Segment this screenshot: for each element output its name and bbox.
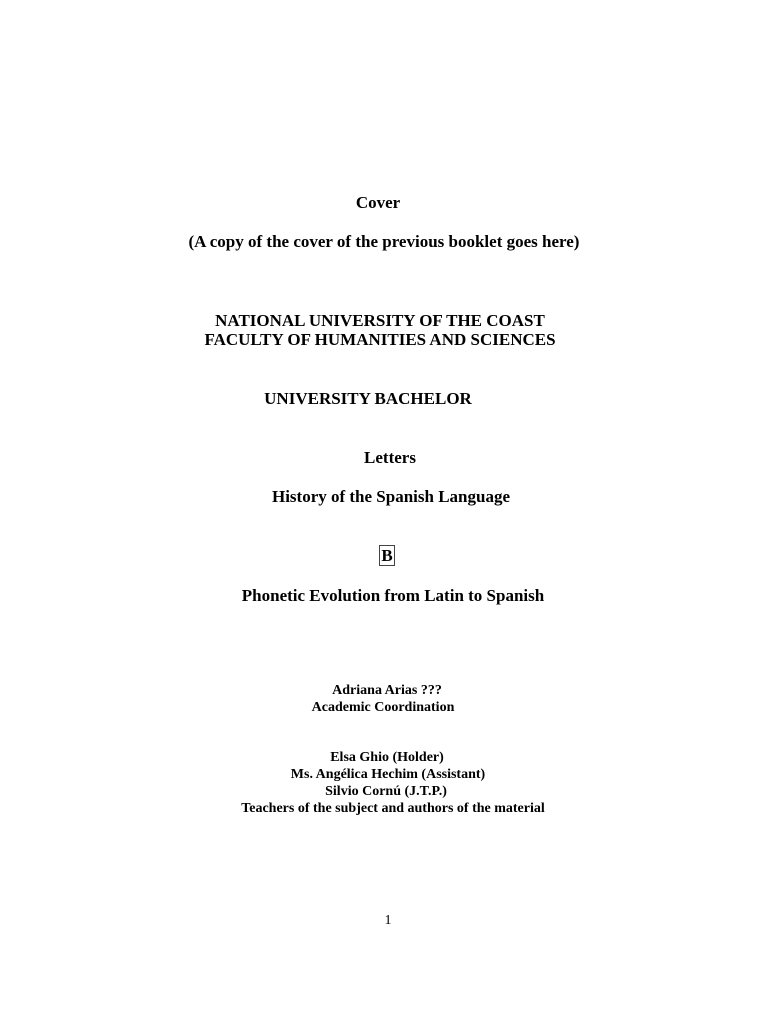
cover-note: (A copy of the cover of the previous booklet goes here) [188,232,580,251]
faculty-name: FACULTY OF HUMANITIES AND SCIENCES [204,330,556,349]
program-title: UNIVERSITY BACHELOR [264,389,472,408]
field-title: Letters [364,448,416,467]
coordinator-role: Academic Coordination [311,700,455,715]
coordinator-name: Adriana Arias ??? [332,683,442,698]
teachers-caption: Teachers of the subject and authors of the material [241,801,545,816]
page-number: 1 [384,913,392,928]
module-title: Phonetic Evolution from Latin to Spanish [241,586,545,605]
teacher-1: Elsa Ghio (Holder) [330,750,444,765]
teacher-2: Ms. Angélica Hechim (Assistant) [290,767,486,782]
university-name: NATIONAL UNIVERSITY OF THE COAST [215,311,545,330]
module-letter-row [3,545,768,566]
cover-heading: Cover [355,193,401,212]
subject-title: History of the Spanish Language [271,487,511,506]
module-letter-box: B [381,546,393,565]
teacher-3: Silvio Cornú (J.T.P.) [325,784,447,799]
